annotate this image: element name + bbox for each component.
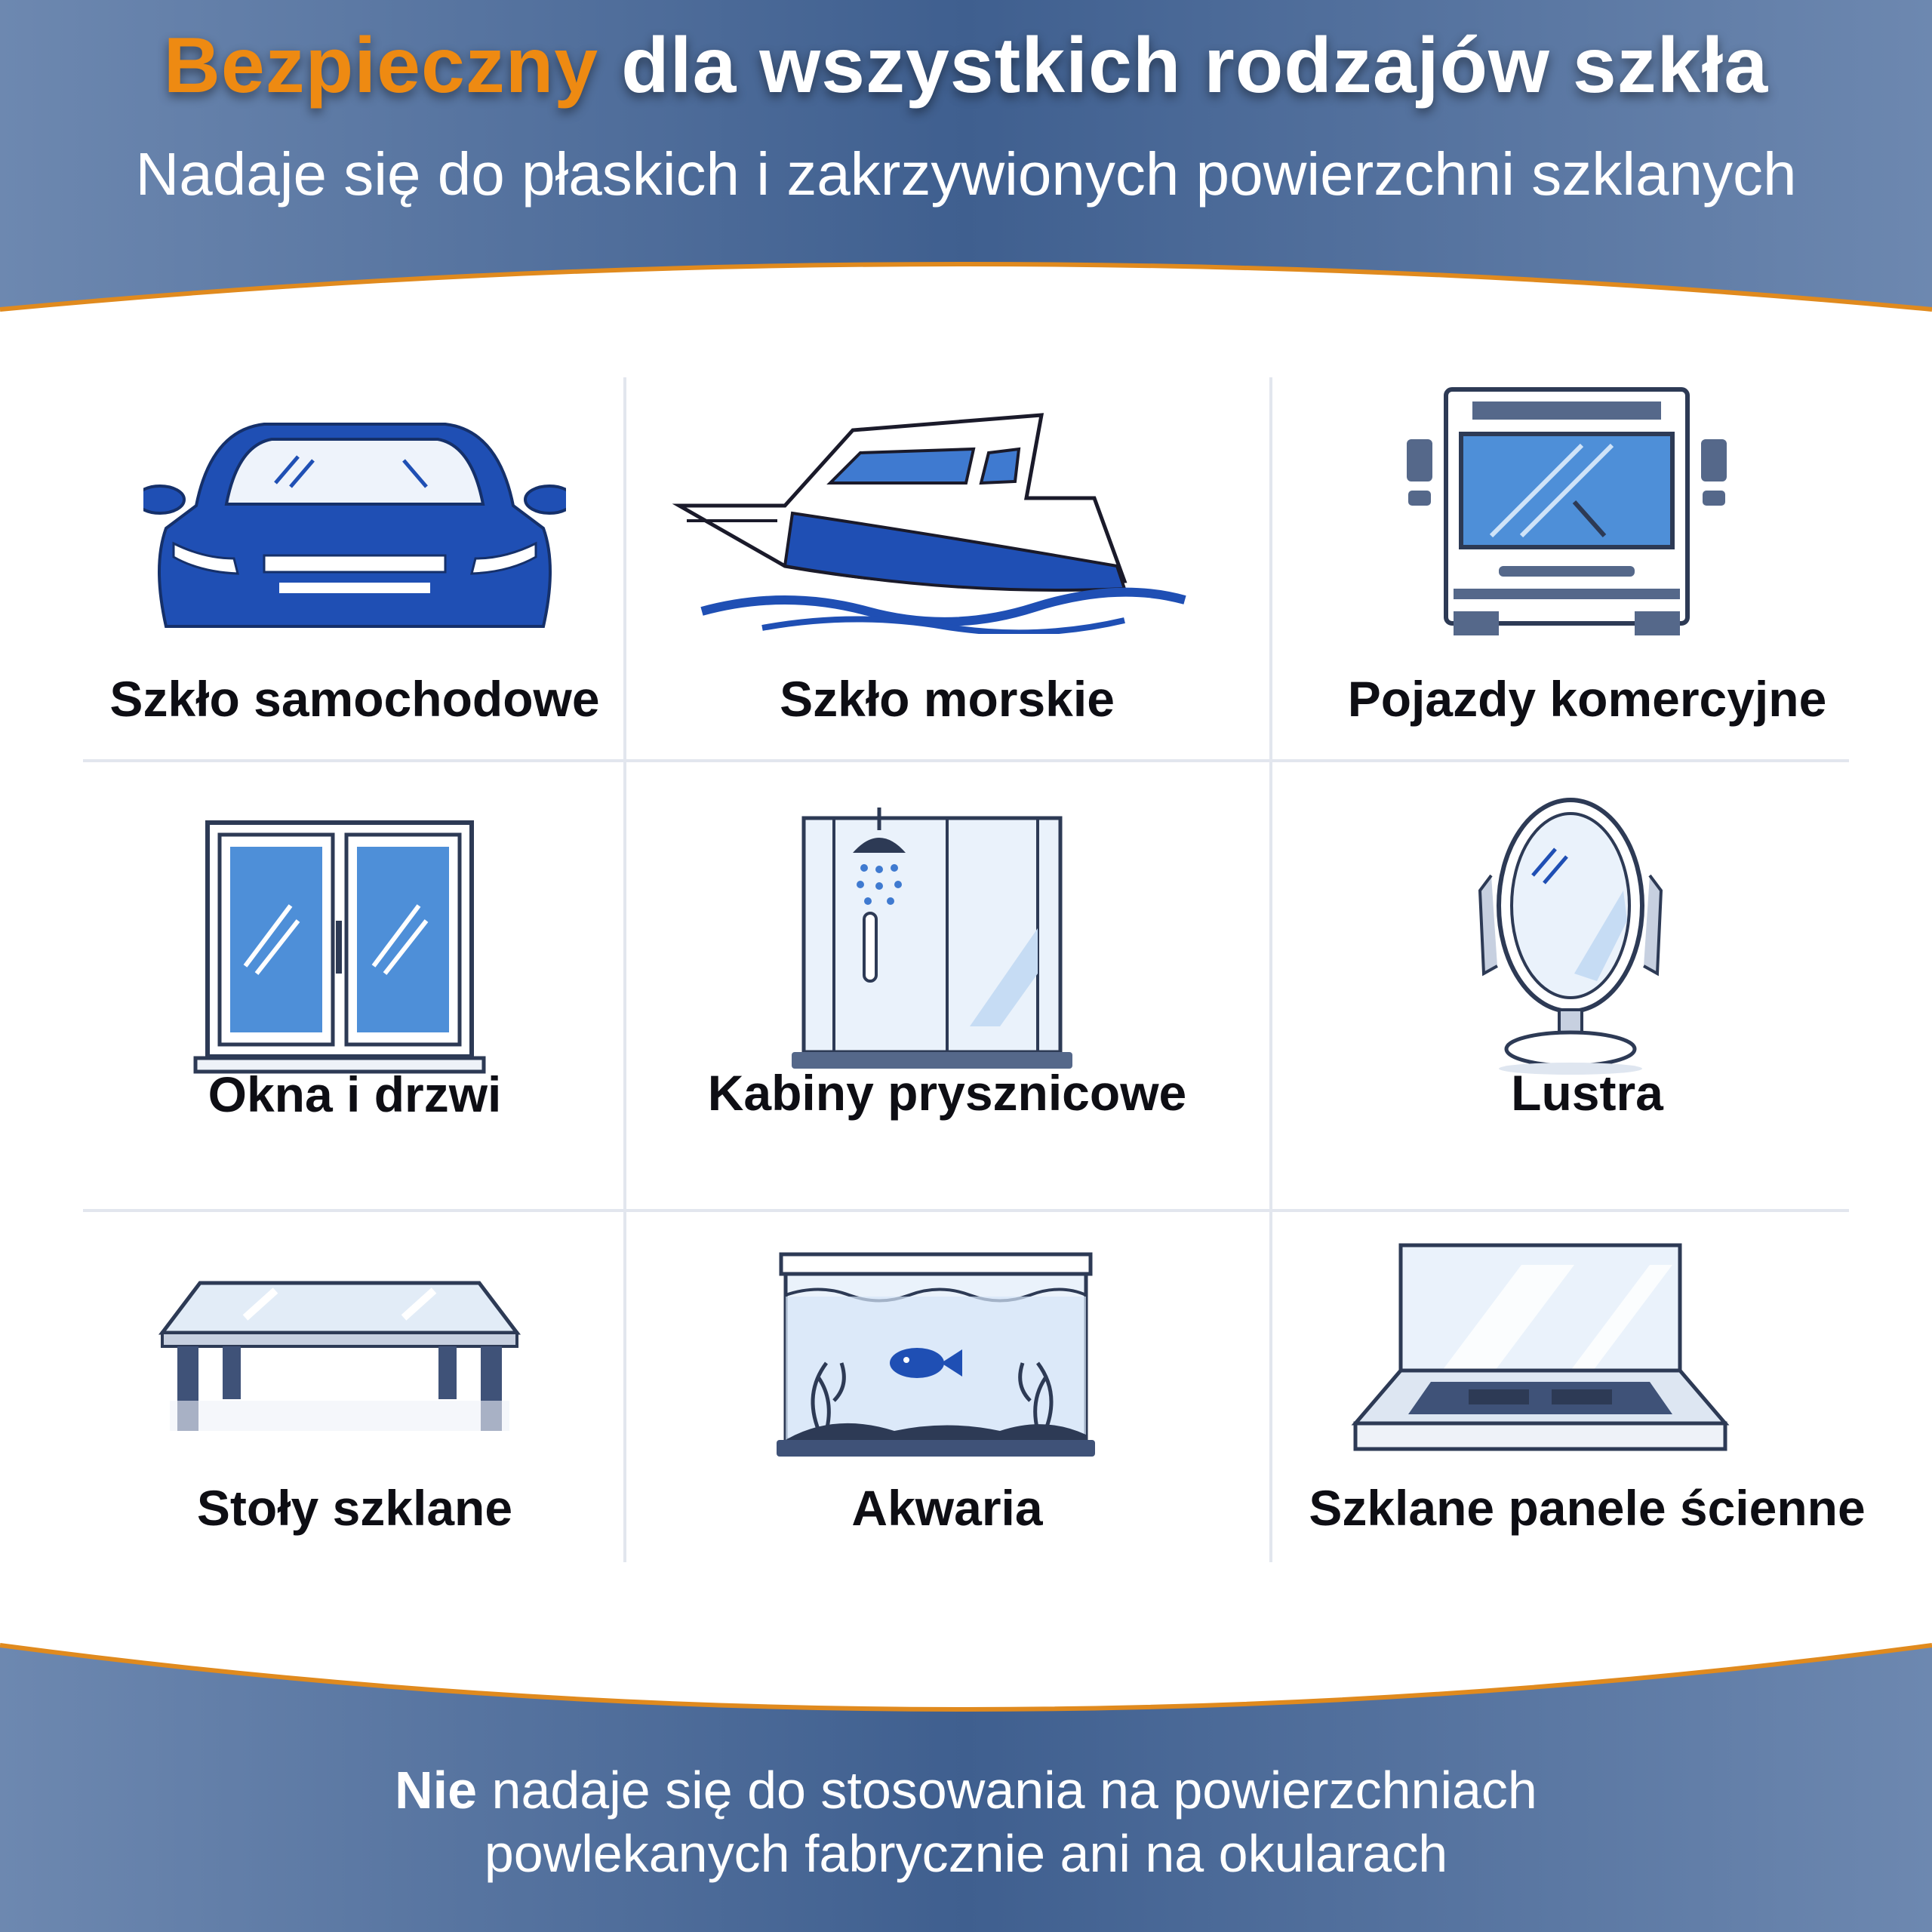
glass-type-card xyxy=(1272,762,1902,1208)
glass-type-card xyxy=(30,762,679,1208)
title-accent: Bezpieczny xyxy=(163,22,599,109)
label-mirrors: Lustra xyxy=(1511,1065,1663,1121)
label-marine-glass: Szkło morskie xyxy=(780,671,1115,727)
mirror-icon xyxy=(1461,792,1680,1079)
footer-emphasis: Nie xyxy=(395,1761,478,1820)
bus-icon xyxy=(1401,385,1733,641)
label-glass-wall-panels: Szklane panele ścienne xyxy=(1309,1480,1866,1536)
page-subtitle: Nadaje się do płaskich i zakrzywionych powierzchni szklanych xyxy=(135,140,1797,208)
label-glass-tables: Stoły szklane xyxy=(196,1480,513,1536)
footer-line-1-text: nadaje się do stosowania na powierzchniach xyxy=(491,1761,1537,1820)
shower-icon xyxy=(789,800,1091,1079)
boat-icon xyxy=(672,408,1200,634)
label-aquariums: Akwaria xyxy=(851,1480,1043,1536)
title-rest: dla wszystkich rodzajów szkła xyxy=(621,22,1769,109)
footer-curve xyxy=(0,1607,1932,1736)
footer-line-1 xyxy=(0,1758,1932,1822)
window-icon xyxy=(192,815,494,1079)
glass-type-card xyxy=(1272,355,1902,762)
glass-type-card xyxy=(30,355,679,762)
glass-type-card xyxy=(626,762,1268,1208)
label-shower-cabins: Kabiny prysznicowe xyxy=(707,1065,1187,1121)
glass-types-grid xyxy=(30,355,1902,1585)
footer-line-2: powlekanych fabrycznie ani na okularach xyxy=(484,1824,1448,1883)
glass-type-card xyxy=(1272,1212,1902,1589)
glass-splashback-icon xyxy=(1348,1242,1740,1469)
label-commercial-vehicles: Pojazdy komercyjne xyxy=(1347,671,1827,727)
footer-note xyxy=(0,1758,1932,1885)
car-icon xyxy=(143,415,566,634)
page-title xyxy=(0,21,1932,111)
glass-type-card xyxy=(30,1212,679,1589)
glass-type-card xyxy=(626,1212,1268,1589)
aquarium-icon xyxy=(774,1250,1098,1461)
label-car-glass: Szkło samochodowe xyxy=(109,671,600,727)
label-windows-doors: Okna i drzwi xyxy=(208,1066,502,1122)
glass-table-icon xyxy=(155,1272,525,1438)
glass-type-card xyxy=(626,355,1268,762)
header-curve xyxy=(0,226,1932,347)
